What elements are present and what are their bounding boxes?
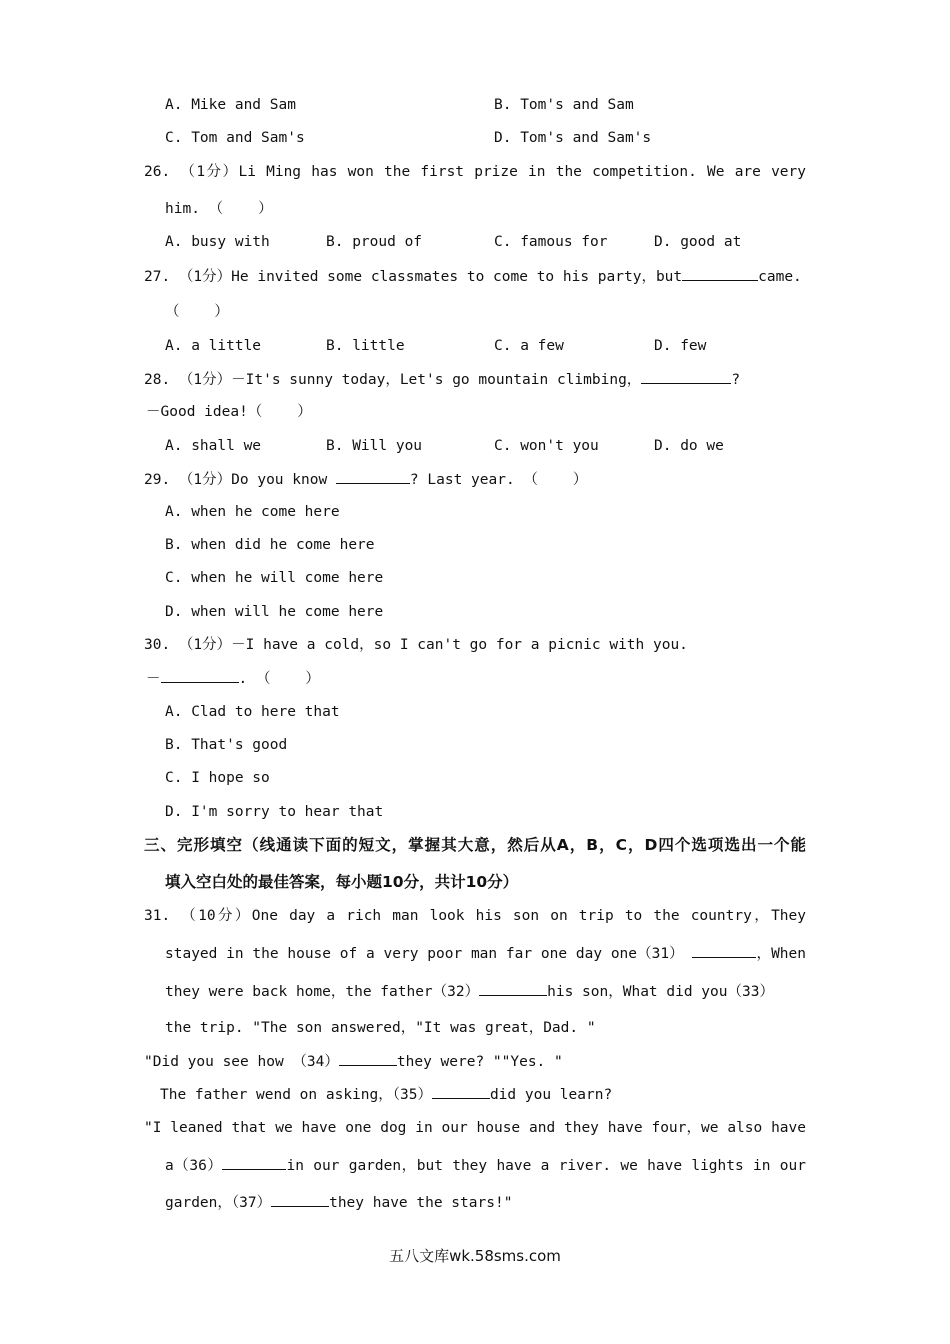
- q29-stem: [144, 469, 587, 490]
- q27-stem-end: came.: [758, 269, 802, 285]
- q31-line-5-text: "Did you see how （34）: [144, 1054, 339, 1070]
- answer-blank-34: [339, 1051, 397, 1066]
- q27-option-d: D. few: [654, 338, 707, 354]
- q28-option-a: A. shall we: [165, 438, 262, 454]
- q30-dash: －: [146, 671, 161, 687]
- q29-option-d: D. when will he come here: [165, 604, 384, 620]
- q27-option-c: C. a few: [494, 338, 564, 354]
- q31-line-2-end: ，When: [756, 946, 806, 962]
- q31-line-9: [165, 1192, 512, 1213]
- q26-stem-cont: him. （ ）: [165, 201, 273, 217]
- q27-option-a: A. a little: [165, 338, 262, 354]
- q30-option-d: D. I'm sorry to hear that: [165, 804, 384, 820]
- q31-line-5: [144, 1051, 563, 1072]
- q26-option-c: C. famous for: [494, 234, 608, 250]
- answer-blank-31: [692, 943, 756, 958]
- q31-line-3-end: his son，What did you（33）: [547, 984, 774, 1000]
- q29-stem-end: ? Last year. （ ）: [409, 472, 588, 488]
- q31-line-4: the trip. "The son answered，"It was great，Dad. ": [165, 1020, 596, 1036]
- q31-line-1: 31. （10分）One day a rich man look his son on trip to the country，They: [144, 908, 806, 924]
- q31-line-6-end: did you learn?: [489, 1087, 613, 1103]
- answer-blank-35: [432, 1084, 490, 1099]
- q27-option-b: B. little: [326, 338, 405, 354]
- q26-stem: 26. （1分）Li Ming has won the first prize in the competition. We are very: [144, 164, 806, 180]
- q29-option-c: C. when he will come here: [165, 570, 384, 586]
- q27-stem-text: 27. （1分）He invited some classmates to come to his party，but: [144, 269, 683, 285]
- q31-line-9-text: garden，（37）: [165, 1195, 272, 1211]
- page-footer: 五八文库wk.58sms.com: [389, 1247, 561, 1265]
- q29-stem-text: 29. （1分）Do you know: [144, 472, 328, 488]
- q28-stem-end: ?: [731, 372, 741, 388]
- q30-option-c: C. I hope so: [165, 770, 270, 786]
- answer-blank-32: [479, 981, 547, 996]
- q31-line-8-end: in our garden，but they have a river. we have lights in our: [286, 1158, 806, 1174]
- q26-option-b: B. proud of: [326, 234, 423, 250]
- q27-stem: [144, 266, 802, 287]
- section-heading: 三、完形填空（线通读下面的短文，掌握其大意，然后从A，B，C，D四个选项选出一个能: [144, 836, 806, 854]
- q31-line-2: [165, 943, 806, 964]
- q28-dialogue: －Good idea!（ ）: [146, 404, 312, 420]
- q31-line-8-text: a（36）: [165, 1158, 223, 1174]
- q29-option-b: B. when did he come here: [165, 537, 375, 553]
- q31-line-6: [160, 1084, 612, 1105]
- q30-option-a: A. Clad to here that: [165, 704, 340, 720]
- q31-line-9-end: they have the stars!": [329, 1195, 513, 1211]
- answer-blank-36: [222, 1155, 286, 1170]
- q25-option-c: C. Tom and Sam's: [165, 130, 305, 146]
- q26-option-d: D. good at: [654, 234, 742, 250]
- q28-option-c: C. won't you: [494, 438, 599, 454]
- q28-option-b: B. Will you: [326, 438, 423, 454]
- q25-option-a: A. Mike and Sam: [165, 97, 296, 113]
- q30-option-b: B. That's good: [165, 737, 288, 753]
- q25-option-d: D. Tom's and Sam's: [494, 130, 652, 146]
- q31-line-3: [165, 981, 774, 1002]
- q31-line-5-end: they were? ""Yes. ": [396, 1054, 563, 1070]
- q30-dialogue: [146, 668, 320, 689]
- q31-line-8: [165, 1155, 806, 1176]
- answer-blank-37: [271, 1192, 329, 1207]
- q28-stem: [144, 369, 740, 390]
- answer-blank: [682, 266, 758, 281]
- section-heading-cont: 填入空白处的最佳答案，每小题10分，共计10分）: [165, 873, 519, 891]
- q26-option-a: A. busy with: [165, 234, 270, 250]
- q28-stem-text: 28. （1分）－It's sunny today，Let's go mountain climbing，: [144, 372, 642, 388]
- answer-blank: [161, 668, 239, 683]
- q30-stem-end: . （ ）: [238, 671, 320, 687]
- q31-line-6-text: The father wend on asking，（35）: [160, 1087, 432, 1103]
- q25-option-b: B. Tom's and Sam: [494, 97, 634, 113]
- answer-blank: [641, 369, 731, 384]
- q30-stem: 30. （1分）－I have a cold，so I can't go for a picnic with you.: [144, 637, 688, 653]
- q27-stem-cont: （ ）: [165, 304, 229, 320]
- answer-blank: [336, 469, 410, 484]
- q31-line-3-text: they were back home，the father（32）: [165, 984, 480, 1000]
- q28-option-d: D. do we: [654, 438, 724, 454]
- q31-line-2-text: stayed in the house of a very poor man far one day one（31）: [165, 946, 684, 962]
- q31-line-7: "I leaned that we have one dog in our house and they have four，we also have: [144, 1120, 806, 1136]
- q29-option-a: A. when he come here: [165, 504, 340, 520]
